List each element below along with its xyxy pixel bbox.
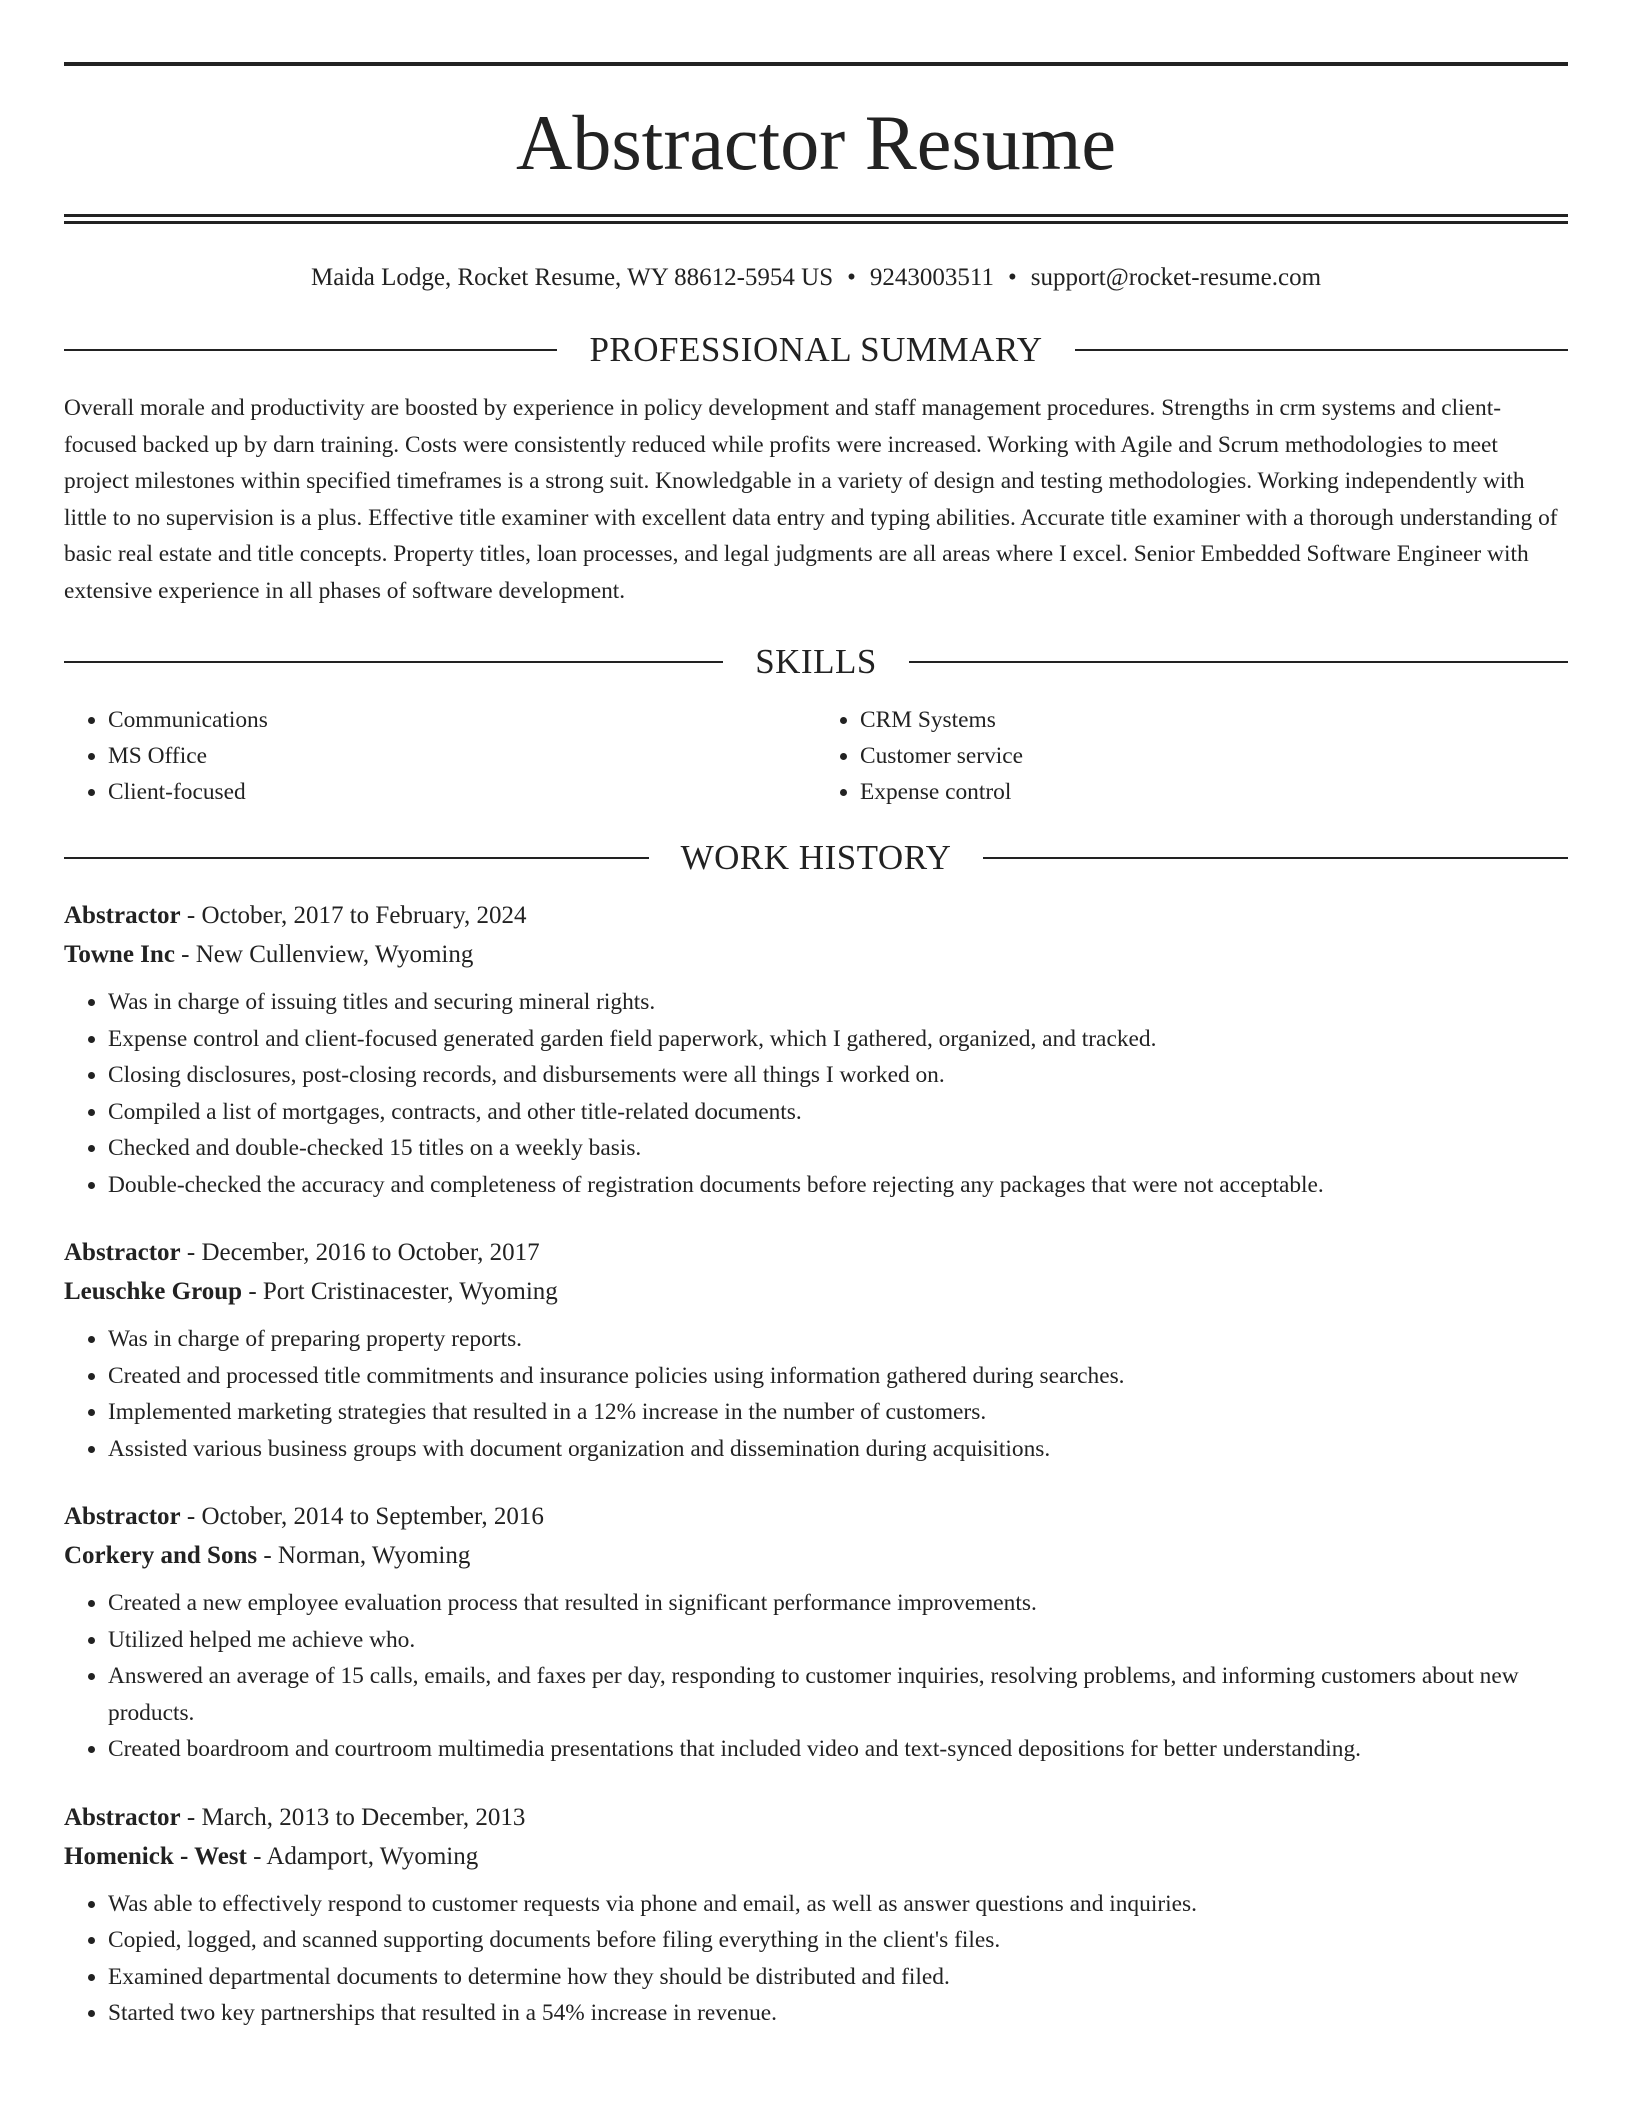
- section-rule: [64, 349, 557, 351]
- job-bullet: • Started two key partnerships that resulted in a 54% increase in revenue.: [108, 1995, 1568, 2032]
- job-bullet: • Double-checked the accuracy and completeness of registration documents before rejecting any packages that were not acceptable.: [108, 1167, 1568, 1204]
- job-entry: [64, 1798, 1568, 2032]
- skill-item: • Customer service: [860, 738, 1568, 774]
- job-title-line: [64, 1497, 1568, 1536]
- job-company-line: [64, 1272, 1568, 1311]
- contact-email: support@rocket-resume.com: [1030, 264, 1322, 291]
- section-header-skills: [64, 632, 1568, 692]
- job-role: Abstractor: [64, 1239, 181, 1267]
- contact-line: [64, 262, 1568, 294]
- job-role: Abstractor: [64, 902, 181, 930]
- section-rule: [983, 857, 1568, 859]
- section-rule: [1075, 349, 1568, 351]
- job-title-line: [64, 1233, 1568, 1272]
- resume-title: Abstractor Resume: [515, 99, 1116, 186]
- section-rule: [64, 857, 649, 859]
- job-bullet: • Implemented marketing strategies that resulted in a 12% increase in the number of customers.: [108, 1394, 1568, 1431]
- section-title: PROFESSIONAL SUMMARY: [589, 330, 1043, 369]
- job-bullet: • Answered an average of 15 calls, emails, and faxes per day, responding to customer inquiries, resolving problems, and informing customers about new products.: [108, 1658, 1568, 1731]
- professional-summary-text: Overall morale and productivity are boosted by experience in policy development and staff management procedures. Strengths in crm systems and client-focused backed up by darn training. Costs were consistently reduced while profits were increased. Working with Agile and Scrum methodologies to meet project milestones within specified timeframes is a strong suit. Knowledgable in a variety of design and testing methodologies. Working independently with little to no supervision is a plus. Effective title examiner with excellent data entry and typing abilities. Accurate title examiner with a thorough understanding of basic real estate and title concepts. Property titles, loan processes, and legal judgments are all areas where I excel. Senior Embedded Software Engineer with extensive experience in all phases of software development.: [64, 395, 1558, 604]
- job-bullet: • Expense control and client-focused generated garden field paperwork, which I gathered, organized, and tracked.: [108, 1021, 1568, 1058]
- job-bullet: • Created a new employee evaluation process that resulted in significant performance improvements.: [108, 1585, 1568, 1622]
- job-entry: [64, 1233, 1568, 1467]
- title-double-rule: [64, 214, 1568, 224]
- job-location: - Adamport, Wyoming: [246, 1842, 479, 1870]
- job-role: Abstractor: [64, 1503, 181, 1531]
- job-title-line: [64, 1798, 1568, 1837]
- skill-item: • Communications: [108, 702, 816, 738]
- section-rule: [909, 661, 1568, 663]
- job-entry: [64, 896, 1568, 1203]
- job-company: Homenick - West: [64, 1842, 247, 1870]
- job-location: - Port Cristinacester, Wyoming: [242, 1278, 558, 1306]
- job-bullet: • Was in charge of preparing property reports.: [108, 1321, 1568, 1358]
- job-bullet: • Was able to effectively respond to customer requests via phone and email, as well as answer questions and inquiries.: [108, 1886, 1568, 1923]
- job-bullet: • Created and processed title commitments and insurance policies using information gathered during searches.: [108, 1358, 1568, 1395]
- resume-page: [64, 0, 1568, 2032]
- skills-list: [64, 702, 1568, 810]
- job-company: Leuschke Group: [64, 1278, 243, 1306]
- skill-item: • Expense control: [860, 774, 1568, 810]
- section-header-summary: [64, 320, 1568, 380]
- job-bullets: [64, 1585, 1568, 1768]
- job-company-line: [64, 1536, 1568, 1575]
- job-location: - New Cullenview, Wyoming: [174, 941, 474, 969]
- job-bullet: • Compiled a list of mortgages, contracts, and other title-related documents.: [108, 1094, 1568, 1131]
- job-dates: - March, 2013 to December, 2013: [180, 1803, 526, 1831]
- job-bullet: • Checked and double-checked 15 titles on a weekly basis.: [108, 1130, 1568, 1167]
- section-title: SKILLS: [755, 642, 877, 682]
- skills-column-right: [816, 702, 1568, 810]
- job-bullet: • Created boardroom and courtroom multimedia presentations that included video and text-synced depositions for better understanding.: [108, 1731, 1568, 1768]
- contact-address: Maida Lodge, Rocket Resume, WY 88612-5954 US: [310, 264, 834, 291]
- skill-item: • Client-focused: [108, 774, 816, 810]
- contact-separator: •: [1007, 264, 1017, 291]
- job-bullet: • Was in charge of issuing titles and securing mineral rights.: [108, 984, 1568, 1021]
- section-header-work-history: [64, 828, 1568, 888]
- job-company-line: [64, 1837, 1568, 1876]
- job-bullets: [64, 1321, 1568, 1467]
- top-rule: [64, 62, 1568, 66]
- job-entry: [64, 1497, 1568, 1768]
- job-company: Corkery and Sons: [64, 1542, 258, 1570]
- skill-item: • CRM Systems: [860, 702, 1568, 738]
- job-bullet: • Examined departmental documents to determine how they should be distributed and filed.: [108, 1959, 1568, 1996]
- job-title-line: [64, 896, 1568, 935]
- job-bullets: [64, 984, 1568, 1203]
- job-role: Abstractor: [64, 1803, 181, 1831]
- job-bullet: • Assisted various business groups with document organization and dissemination during acquisitions.: [108, 1431, 1568, 1468]
- contact-phone: 9243003511: [869, 264, 994, 291]
- job-company-line: [64, 935, 1568, 974]
- section-title: WORK HISTORY: [680, 838, 952, 878]
- job-location: - Norman, Wyoming: [257, 1542, 471, 1570]
- job-bullet: • Closing disclosures, post-closing records, and disbursements were all things I worked on.: [108, 1057, 1568, 1094]
- skills-column-left: [64, 702, 816, 810]
- job-bullet: • Copied, logged, and scanned supporting documents before filing everything in the client's files.: [108, 1922, 1568, 1959]
- job-dates: - October, 2014 to September, 2016: [180, 1503, 544, 1531]
- job-bullets: [64, 1886, 1568, 2032]
- job-dates: - October, 2017 to February, 2024: [180, 902, 527, 930]
- skill-item: • MS Office: [108, 738, 816, 774]
- contact-separator: •: [847, 264, 856, 291]
- section-rule: [64, 661, 723, 663]
- job-dates: - December, 2016 to October, 2017: [180, 1239, 540, 1267]
- job-company: Towne Inc: [64, 941, 175, 969]
- job-bullet: • Utilized helped me achieve who.: [108, 1622, 1568, 1659]
